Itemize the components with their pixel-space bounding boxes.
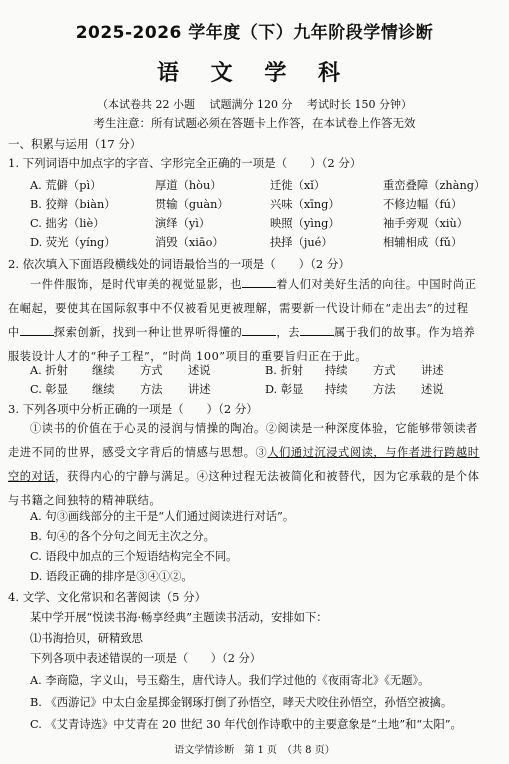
q4-option-c: C. 《艾青诗选》中艾青在 20 世纪 30 年代创作诗歌中的主要意象是“土地”和“太阳”。 <box>30 718 462 731</box>
q1-d-2: 消毁（xiāo） <box>155 236 224 249</box>
q1-c-4: 袖手旁观（xiù） <box>383 217 469 230</box>
q2-line2: 在崛起，要使其在国际叙事中不仅被看见更被理解，需要新一代设计师在“走出去”的过程 <box>8 302 469 315</box>
q1-c-3: 映照（yìng） <box>270 217 340 230</box>
q1-b-1: B. 狡辩（biàn） <box>30 198 116 211</box>
q2-c-2: 继续 <box>92 383 115 396</box>
page-footer: 语文学情诊断 第 1 页 （共 8 页） <box>174 745 335 756</box>
q2-d-1: D. 彰显 <box>265 383 304 396</box>
q2-b-2: 持续 <box>325 364 348 377</box>
q4-sub-heading: ⑴书海拾贝，研精致思 <box>30 632 143 645</box>
q2-blank-3 <box>242 325 276 336</box>
q2-b-3: 方式 <box>373 364 396 377</box>
q2-line4: 服装设计人才的“种子工程”，“时尚 100”项目的重要旨归正在于此。 <box>8 350 368 363</box>
question-3-stem: 3. 下列各项中分析正确的一项是（ ）（2 分） <box>8 402 258 416</box>
q3-p1: ①读书的价值在于心灵的浸润与情操的陶冶。②阅读是一种深度体验，它能够带领读者 <box>30 422 478 435</box>
q1-b-3: 兴味（xīng） <box>270 198 340 211</box>
question-1-stem: 1. 下列词语中加点字的字音、字形完全正确的一项是（ ）（2 分） <box>8 156 362 170</box>
q2-blank-2 <box>20 325 54 336</box>
q3-p2: 走进不同的世界，感受文字背后的情感与思想。③ <box>8 446 268 459</box>
q2-b-1: B. 折射 <box>265 364 304 377</box>
q3-p3: ，获得内心的宁静与满足。④这种过程无法被简化和被替代，因为它承载的是个体 <box>55 470 480 483</box>
q4-intro: 某中学开展“悦读书海·畅享经典”主题读书活动，安排如下： <box>30 611 328 624</box>
question-4-stem: 4. 文学、文化常识和名著阅读（5 分） <box>8 590 207 604</box>
question-3-passage <box>8 417 498 513</box>
q4-option-a: A. 李商隐，字义山，号玉谿生，唐代诗人。我们学过他的《夜雨寄北》《无题》。 <box>30 674 430 687</box>
q3-option-c: C. 语段中加点的三个短语结构完全不同。 <box>30 550 238 563</box>
q1-a-2: 厚道（hòu） <box>155 179 222 192</box>
question-2-stem: 2. 依次填入下面语段横线处的词语最恰当的一项是（ ）（2 分） <box>8 257 350 271</box>
q1-b-4: 不修边幅（fú） <box>383 198 463 211</box>
q1-b-2: 贯输（guàn） <box>155 198 229 211</box>
q1-d-3: 抉择（jué） <box>270 236 333 249</box>
q3-option-a: A. 句③画线部分的主干是“人们通过阅读进行对话”。 <box>30 510 295 523</box>
q1-a-1: A. 荒僻（pì） <box>30 179 102 192</box>
exam-notice: 考生注意：所有试题必须在答题卡上作答，在本试卷上作答无效 <box>93 116 416 130</box>
q2-d-4: 述说 <box>421 383 444 396</box>
q3-p3-underlined: 空的对话 <box>8 470 56 483</box>
q2-b-4: 讲述 <box>421 364 444 377</box>
q2-a-3: 方式 <box>140 364 163 377</box>
question-3-options <box>30 507 294 587</box>
q2-line3a: 中 <box>8 326 20 339</box>
q4-option-b: B. 《西游记》中太白金星掷金钢琢打倒了孙悟空，哮天犬咬住孙悟空，孙悟空被擒。 <box>30 696 453 709</box>
q2-line3d: 属于我们的故事。作为培养 <box>333 326 476 339</box>
section-heading: 一、积累与运用（17 分） <box>8 137 142 151</box>
q2-line1b: 着人们对美好生活的向往。中国时尚正 <box>276 278 477 291</box>
q2-a-2: 继续 <box>92 364 115 377</box>
q2-d-2: 持续 <box>325 383 348 396</box>
q2-blank-4 <box>300 325 334 336</box>
q1-c-1: C. 拙劣（liè） <box>30 217 105 230</box>
question-2-passage <box>8 273 498 369</box>
q3-option-b: B. 句④的各个分句之间无主次之分。 <box>30 530 215 543</box>
q3-p2-underlined: 人们通过沉浸式阅读，与作者进行跨越时 <box>267 446 480 459</box>
subject-title: 语 文 学 科 <box>157 60 352 86</box>
q2-c-3: 方法 <box>140 383 163 396</box>
exam-title: 2025-2026 学年度（下）九年阶段学情诊断 <box>75 23 434 43</box>
exam-info: （本试卷共 22 小题 试题满分 120 分 考试时长 150 分钟） <box>97 98 412 111</box>
q2-a-1: A. 折射 <box>30 364 68 377</box>
q1-d-1: D. 荧光（yíng） <box>30 236 116 249</box>
q1-c-2: 演绎（yì） <box>155 217 211 230</box>
q2-line3b: 探索创新，找到一种让世界听得懂的 <box>53 326 243 339</box>
q2-d-3: 方法 <box>373 383 396 396</box>
q4-sub-stem: 下列各项中表述错误的一项是（ ）（2 分） <box>30 652 262 665</box>
question-4-options <box>30 670 462 736</box>
q2-line3c: ，去 <box>276 326 300 339</box>
q1-a-4: 重峦叠障（zhàng） <box>383 179 486 192</box>
q2-c-1: C. 彰显 <box>30 383 69 396</box>
q1-d-4: 相辅相成（fǔ） <box>383 236 463 249</box>
q2-c-4: 讲述 <box>188 383 211 396</box>
q2-line1: 一件件服饰，是时代审美的视觉显影，也 <box>30 278 243 291</box>
q3-p4: 与书籍之间独特的精神联结。 <box>8 494 162 507</box>
q3-option-d: D. 语段正确的排序是③④①②。 <box>30 570 193 583</box>
q2-blank-1 <box>242 277 276 288</box>
q2-a-4: 述说 <box>188 364 211 377</box>
q1-a-3: 迁徙（xǐ） <box>270 179 326 192</box>
